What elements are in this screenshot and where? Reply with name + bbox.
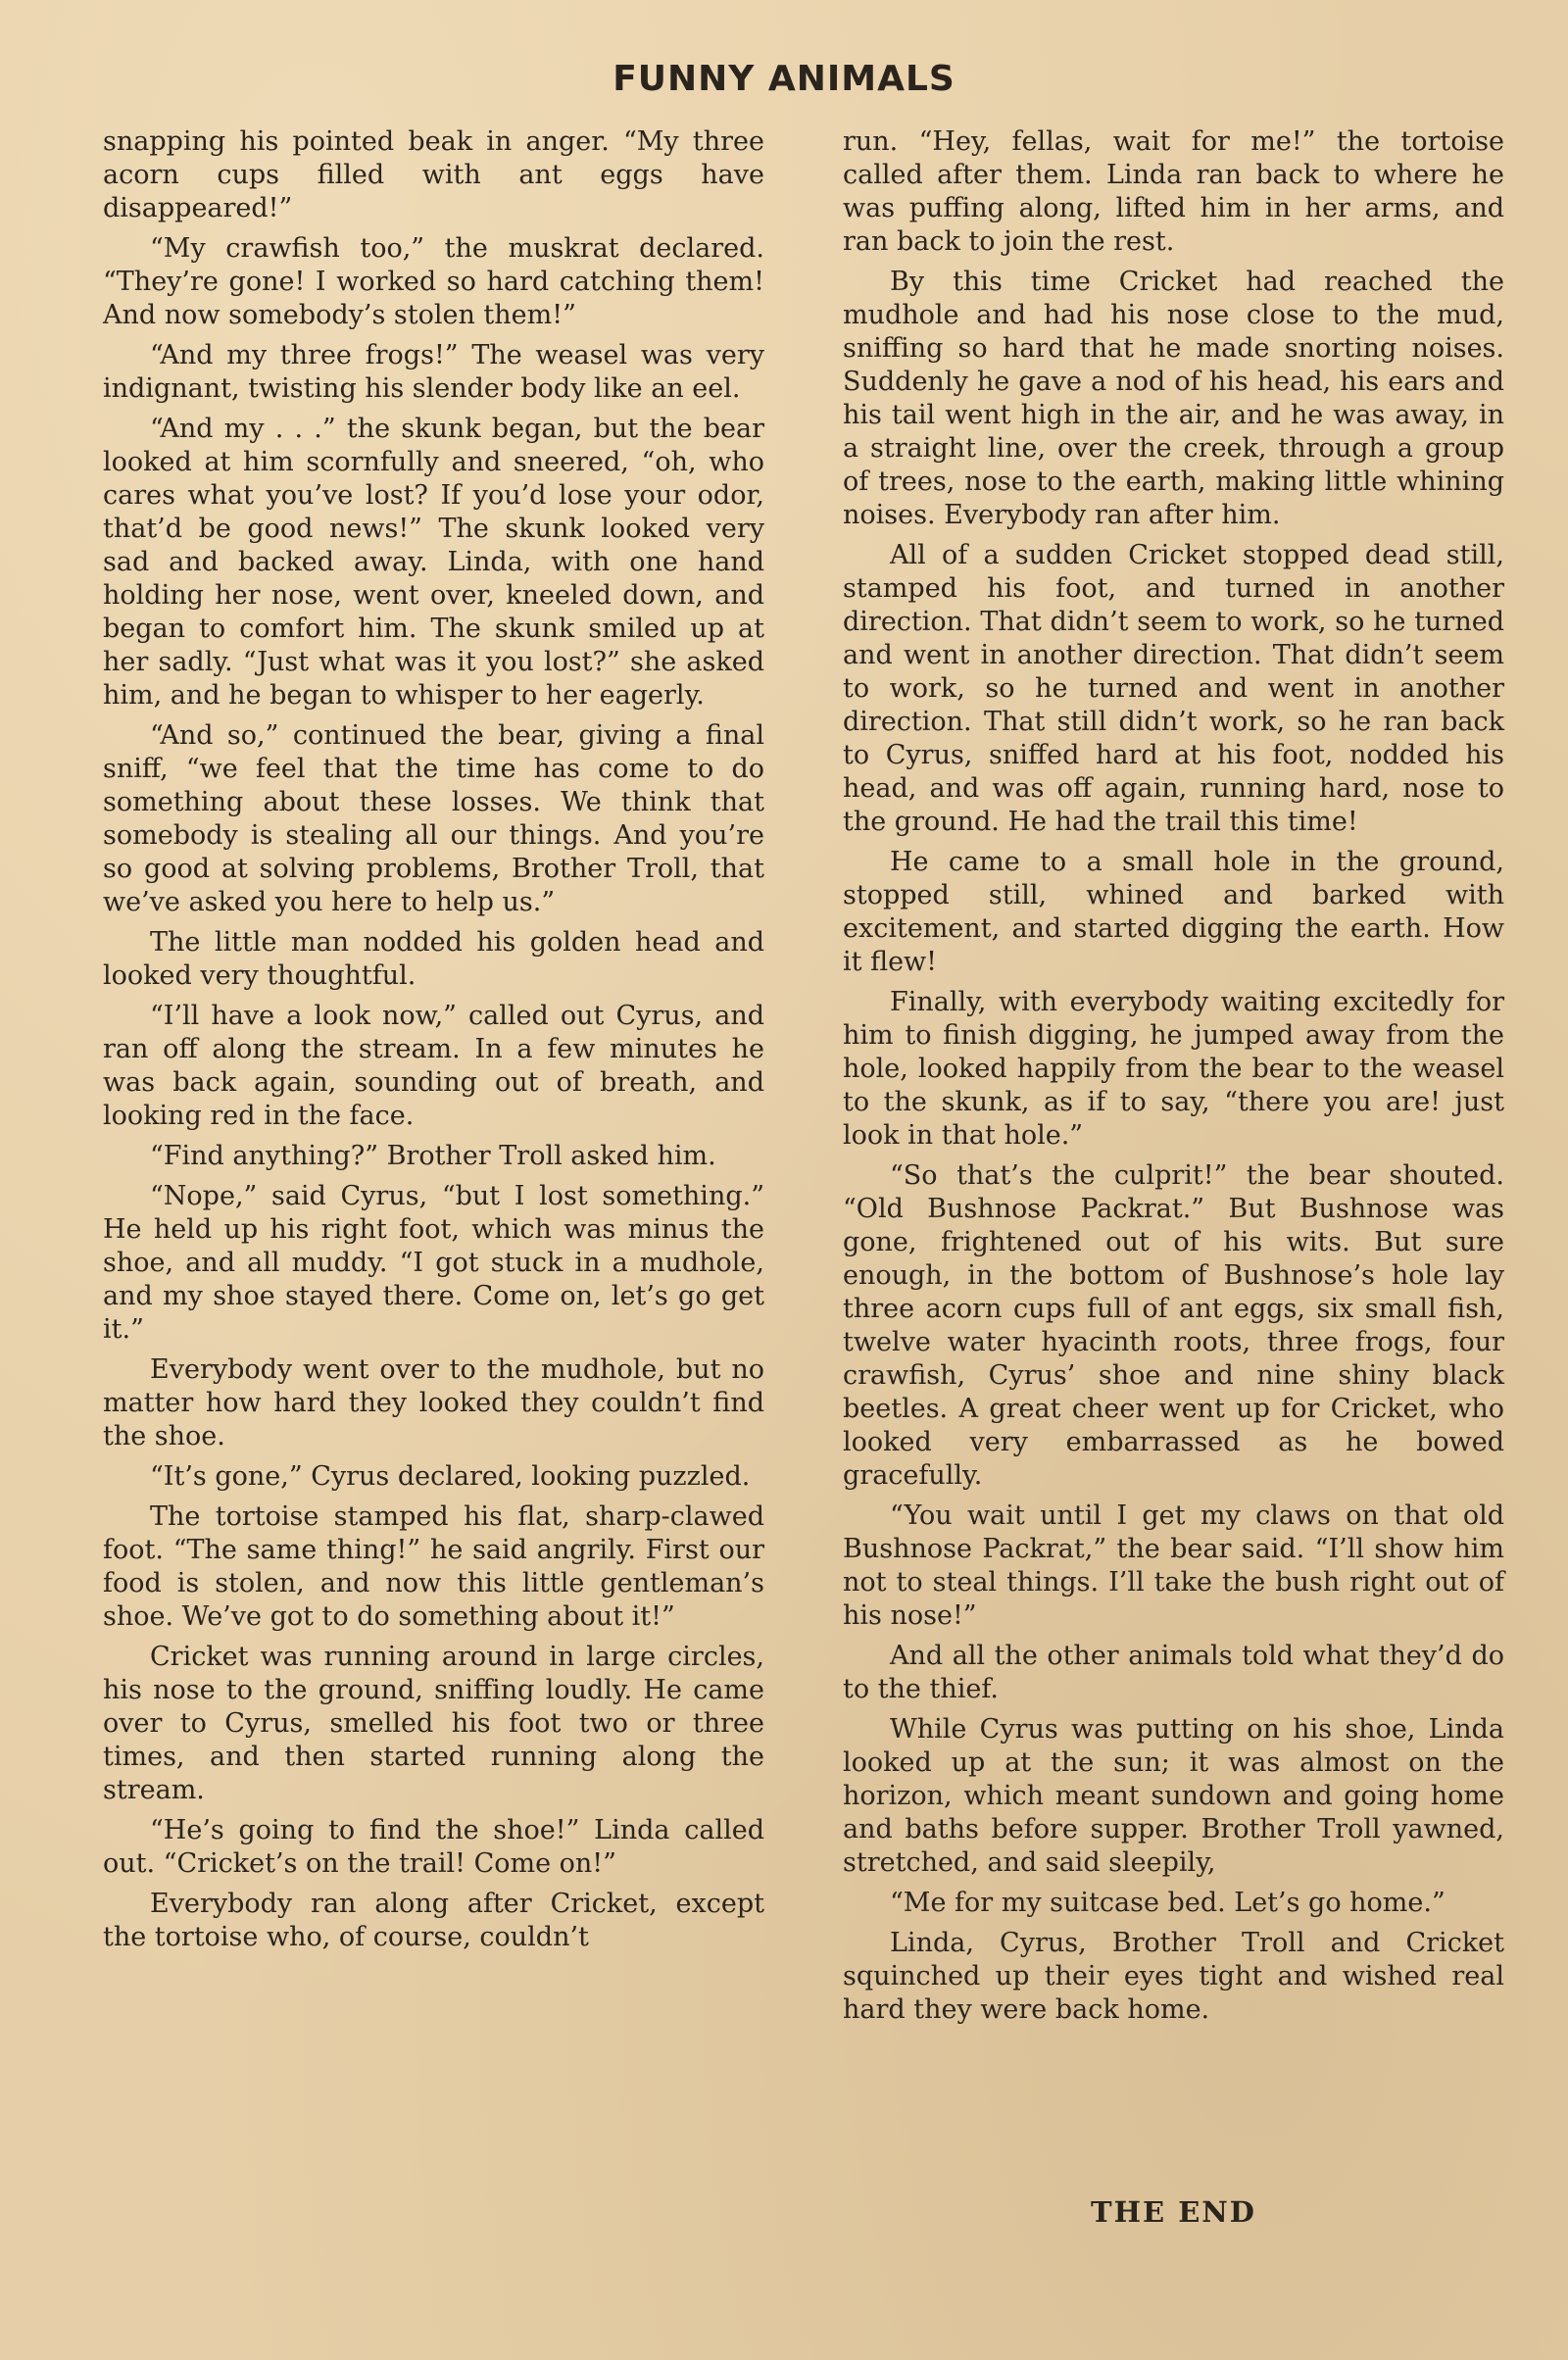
story-paragraph: “Me for my suitcase bed. Let’s go home.” <box>890 1888 1446 1918</box>
story-paragraph: Cricket was running around in large circles, his nose to the ground, sniffing loudly. He came over to Cyrus, smelled his foot two or three times, and then started running along the stream. <box>103 1642 764 1805</box>
story-paragraph: “So that’s the culprit!” the bear shouted. “Old Bushnose Packrat.” But Bushnose was gone, frightened out of his wits. But sure enough, in the bottom of Bushnose’s hole lay three acorn cups full of ant eggs, six small fish, twelve water hyacinth roots, three frogs, four crawfish, Cyrus’ shoe and nine shiny black beetles. A great cheer went up for Cricket, who looked very embarrassed as he bowed gracefully. <box>843 1160 1504 1491</box>
story-paragraph: Everybody ran along after Cricket, except the tortoise who, of course, couldn’t <box>103 1889 764 1952</box>
story-paragraph: “You wait until I get my claws on that old Bushnose Packrat,” the bear said. “I’ll show him not to steal things. I’ll take the bush right out of his nose!” <box>843 1500 1504 1631</box>
story-paragraph: run. “Hey, fellas, wait for me!” the tortoise called after them. Linda ran back to where he was puffing along, lifted him in her arms, and ran back to join the rest. <box>843 126 1504 257</box>
story-paragraph: snapping his pointed beak in anger. “My three acorn cups filled with ant eggs have disappeared!” <box>103 126 764 223</box>
story-paragraph: While Cyrus was putting on his shoe, Linda looked up at the sun; it was almost on the horizon, which meant sundown and going home and baths before supper. Brother Troll yawned, stretched, and said sleepily, <box>843 1714 1504 1878</box>
story-paragraph: “Find anything?” Brother Troll asked him. <box>150 1141 716 1171</box>
story-paragraph: Finally, with everybody waiting excitedly for him to finish digging, he jumped away from the hole, looked happily from the bear to the weasel to the skunk, as if to say, “there you are! just look in that hole.” <box>843 987 1504 1151</box>
story-paragraph: The little man nodded his golden head and looked very thoughtful. <box>103 927 764 991</box>
story-paragraph: Everybody went over to the mudhole, but no matter how hard they looked they couldn’t find the shoe. <box>103 1354 764 1451</box>
story-paragraph: “Nope,” said Cyrus, “but I lost something.” He held up his right foot, which was minus the shoe, and all muddy. “I got stuck in a mudhole, and my shoe stayed there. Come on, let’s go get it.” <box>103 1181 764 1345</box>
story-paragraph: “I’ll have a look now,” called out Cyrus, and ran off along the stream. In a few minutes he was back again, sounding out of breath, and looking red in the face. <box>103 1001 764 1131</box>
story-paragraph: “My crawfish too,” the muskrat declared. “They’re gone! I worked so hard catching them! And now somebody’s stolen them!” <box>103 233 764 330</box>
left-column <box>103 125 764 1961</box>
story-paragraph: “He’s going to find the shoe!” Linda called out. “Cricket’s on the trail! Come on!” <box>103 1815 764 1879</box>
story-paragraph: He came to a small hole in the ground, stopped still, whined and barked with excitement, and started digging the earth. How it flew! <box>843 847 1504 977</box>
the-end-label: THE END <box>1091 2195 1256 2229</box>
page-title: FUNNY ANIMALS <box>612 59 956 99</box>
right-column <box>843 125 1504 2034</box>
story-paragraph: “And my . . .” the skunk began, but the bear looked at him scornfully and sneered, “oh, who cares what you’ve lost? If you’d lose your odor, that’d be good news!” The skunk looked very sad and backed away. Linda, with one hand holding her nose, went over, kneeled down, and began to comfort him. The skunk smiled up at her sadly. “Just what was it you lost?” she asked him, and he began to whisper to her eagerly. <box>103 414 764 711</box>
story-paragraph: Linda, Cyrus, Brother Troll and Cricket squinched up their eyes tight and wished real hard they were back home. <box>843 1928 1504 2025</box>
story-paragraph: And all the other animals told what they’d do to the thief. <box>843 1641 1504 1704</box>
story-paragraph: The tortoise stamped his flat, sharp-clawed foot. “The same thing!” he said angrily. First our food is stolen, and now this little gentleman’s shoe. We’ve got to do something about it!” <box>103 1501 764 1632</box>
story-paragraph: By this time Cricket had reached the mudhole and had his nose close to the mud, sniffing so hard that he made snorting noises. Suddenly he gave a nod of his head, his ears and his tail went high in the air, and he was away, in a straight line, over the creek, through a group of trees, nose to the earth, making little whining noises. Everybody ran after him. <box>843 267 1504 530</box>
story-paragraph: All of a sudden Cricket stopped dead still, stamped his foot, and turned in another direction. That didn’t seem to work, so he turned and went in another direction. That didn’t seem to work, so he turned and went in another direction. That still didn’t work, so he ran back to Cyrus, sniffed hard at his foot, nodded his head, and was off again, running hard, nose to the ground. He had the trail this time! <box>843 540 1504 837</box>
story-paragraph: “It’s gone,” Cyrus declared, looking puzzled. <box>150 1461 751 1492</box>
story-paragraph: “And my three frogs!” The weasel was very indignant, twisting his slender body like an eel. <box>103 340 764 404</box>
story-paragraph: “And so,” continued the bear, giving a final sniff, “we feel that the time has come to do something about these losses. We think that somebody is stealing all our things. And you’re so good at solving problems, Brother Troll, that we’ve asked you here to help us.” <box>103 720 764 917</box>
